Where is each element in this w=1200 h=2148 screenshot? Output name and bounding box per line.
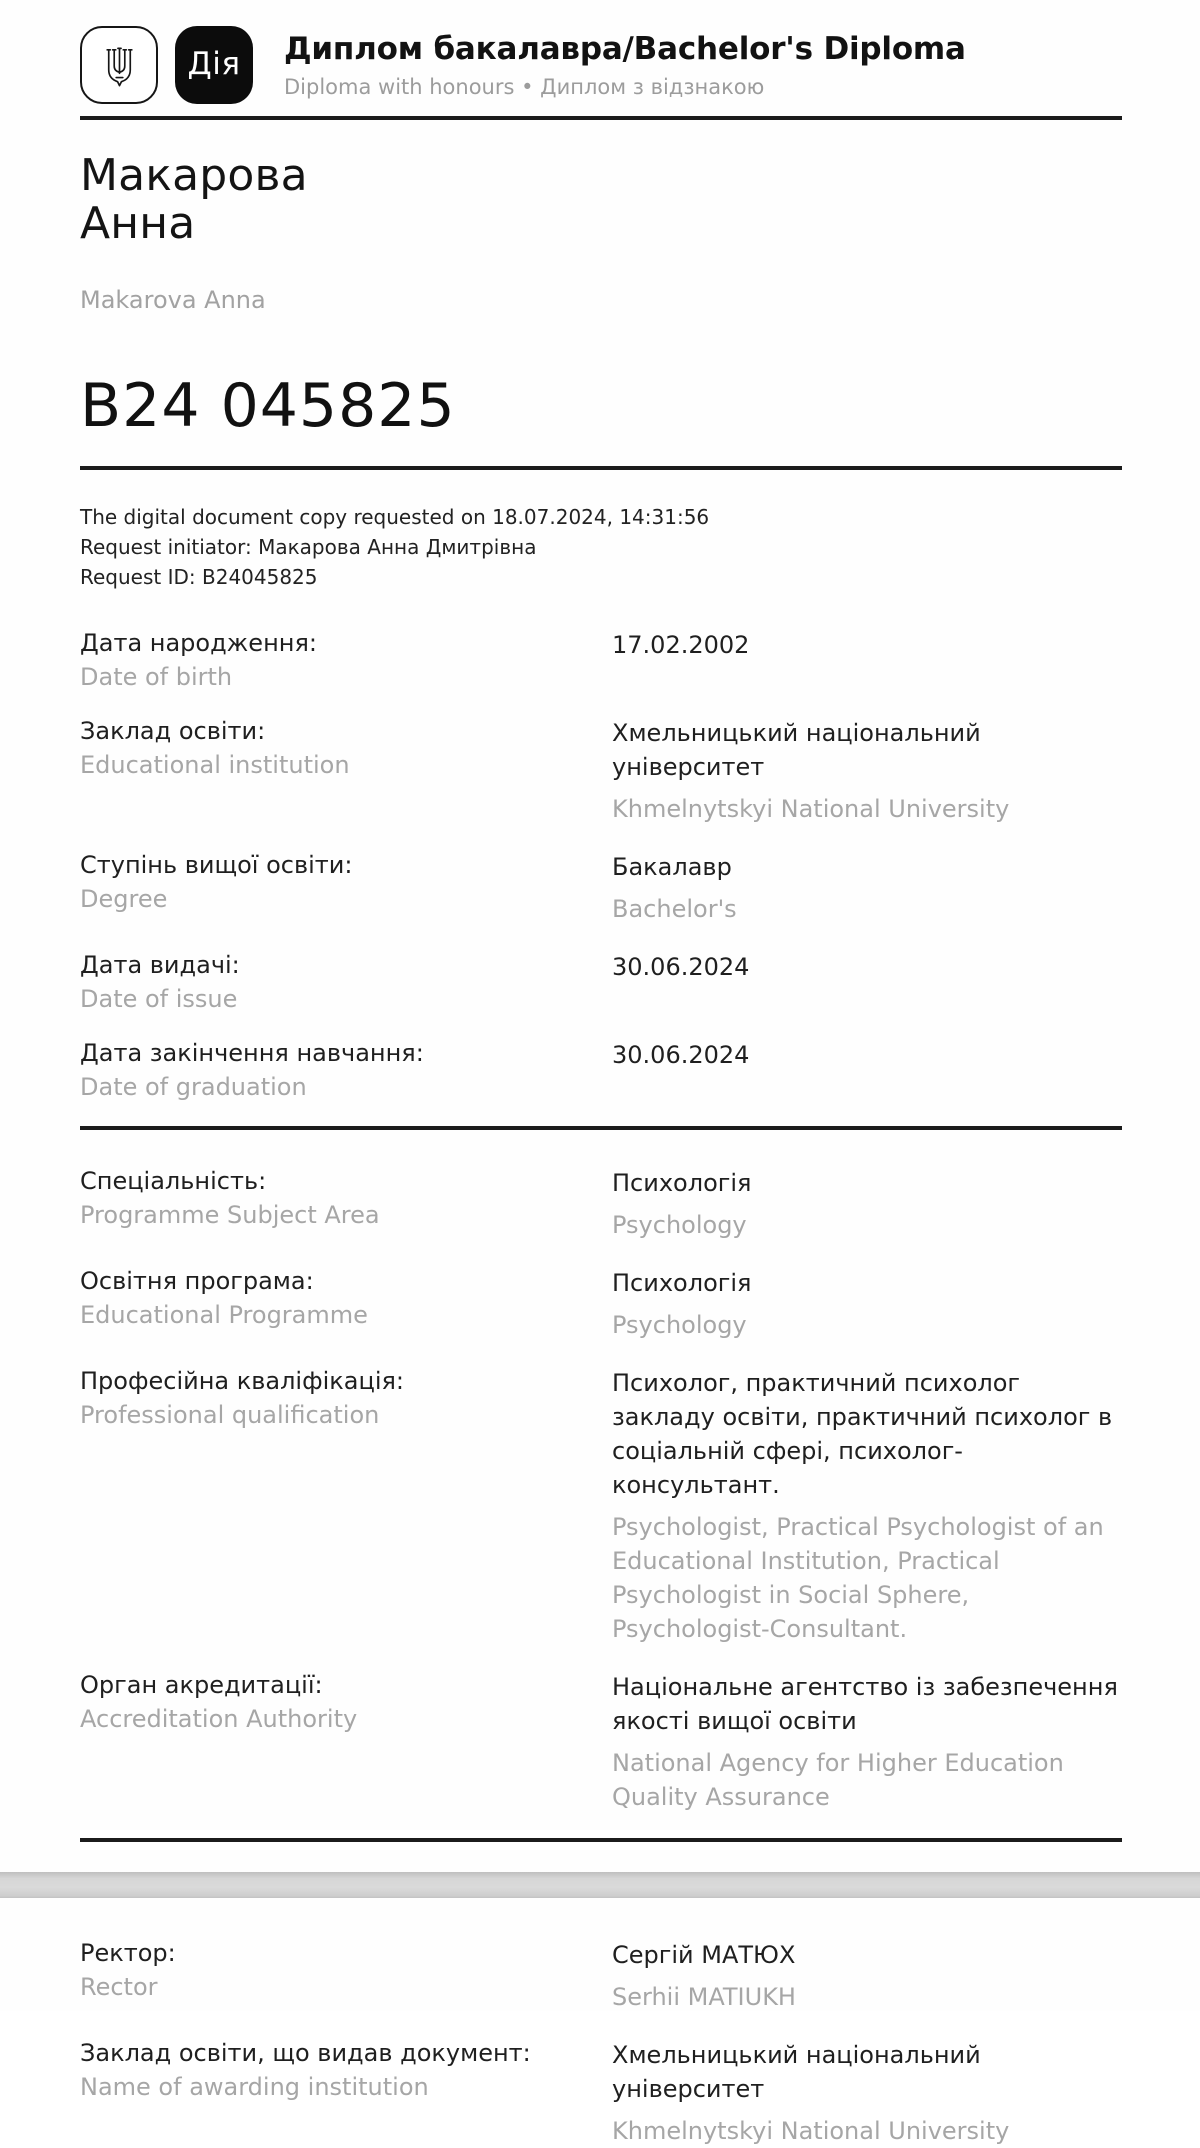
field-label-ua: Дата народження: [80, 629, 317, 657]
field-value-en: Bachelor's [612, 895, 737, 923]
field-value-cell [612, 2038, 1122, 2148]
field-row [80, 716, 1122, 826]
field-label-cell [80, 1670, 612, 1814]
request-initiator: Request initiator: Макарова Анна Дмитрівна [80, 535, 537, 559]
field-value-ua: Психологія [612, 1269, 752, 1297]
request-id: Request ID: В24045825 [80, 565, 318, 589]
field-row [80, 628, 1122, 692]
field-value-en: Psychology [612, 1311, 747, 1339]
fields-section-1 [80, 628, 1122, 1102]
field-row [80, 1938, 1122, 2014]
request-metadata [80, 502, 1122, 592]
divider-rule [80, 1838, 1122, 1842]
fields-section-3 [80, 1938, 1122, 2148]
document-subtitle: Diploma with honours • Диплом з відзнакою [284, 75, 765, 99]
field-value-cell [612, 1166, 1122, 1242]
field-row [80, 850, 1122, 926]
field-label-cell [80, 1938, 612, 2014]
page-separator-band [0, 1872, 1200, 1898]
field-value-ua: Національне агентство із забезпечення якості вищої освіти [612, 1673, 1118, 1735]
field-label-ua: Дата закінчення навчання: [80, 1039, 424, 1067]
field-label-cell [80, 950, 612, 1014]
document-number: В24 045825 [80, 371, 456, 441]
header-text-block [284, 31, 966, 99]
field-label-en: Professional qualification [80, 1401, 380, 1429]
field-row [80, 1038, 1122, 1102]
field-row [80, 2038, 1122, 2148]
diia-logo-text: Дія [187, 46, 241, 82]
holder-name [80, 152, 1122, 248]
field-row [80, 950, 1122, 1014]
field-label-en: Educational Programme [80, 1301, 368, 1329]
field-value-en: Psychologist, Practical Psychologist of an Educational Institution, Practical Psychologist in Social Sphere, Psychologist-Consultant. [612, 1513, 1104, 1643]
field-label-ua: Ступінь вищої освіти: [80, 851, 353, 879]
field-label-cell [80, 1166, 612, 1242]
field-value-cell [612, 716, 1122, 826]
field-label-cell [80, 1038, 612, 1102]
field-label-en: Educational institution [80, 751, 350, 779]
field-label-en: Accreditation Authority [80, 1705, 358, 1733]
field-value-ua: Сергій МАТЮХ [612, 1941, 796, 1969]
field-value-cell [612, 950, 1122, 1014]
field-value-ua: Бакалавр [612, 853, 732, 881]
field-value-ua: Психологія [612, 1169, 752, 1197]
field-value-en: Serhii MATIUKH [612, 1983, 796, 2011]
field-value-ua: 30.06.2024 [612, 953, 750, 981]
divider-rule [80, 1126, 1122, 1130]
field-label-ua: Спеціальність: [80, 1167, 267, 1195]
field-value-en: Khmelnytskyi National University [612, 795, 1010, 823]
field-value-cell [612, 1938, 1122, 2014]
divider-rule [80, 116, 1122, 120]
field-value-ua: 30.06.2024 [612, 1041, 750, 1069]
field-value-en: Khmelnytskyi National University [612, 2117, 1010, 2145]
field-value-cell [612, 628, 1122, 692]
field-row [80, 1366, 1122, 1646]
field-label-ua: Ректор: [80, 1939, 176, 1967]
document-header [80, 0, 1122, 104]
field-label-en: Date of birth [80, 663, 233, 691]
field-label-ua: Заклад освіти: [80, 717, 266, 745]
field-label-en: Degree [80, 885, 168, 913]
divider-rule [80, 466, 1122, 470]
field-label-cell [80, 1266, 612, 1342]
field-value-cell [612, 850, 1122, 926]
holder-name-latin: Makarova Anna [80, 286, 266, 314]
field-value-en: Psychology [612, 1211, 747, 1239]
field-label-en: Date of issue [80, 985, 238, 1013]
holder-name-line1: Макарова [80, 150, 308, 201]
field-label-ua: Дата видачі: [80, 951, 240, 979]
field-label-cell [80, 1366, 612, 1646]
field-value-ua: 17.02.2002 [612, 631, 750, 659]
field-value-ua: Хмельницький національний університет [612, 2041, 981, 2103]
field-row [80, 1266, 1122, 1342]
request-timestamp: The digital document copy requested on 18.07.2024, 14:31:56 [80, 505, 710, 529]
document-title: Диплом бакалавра/Bachelor's Diploma [284, 31, 966, 67]
field-row [80, 1670, 1122, 1814]
field-value-cell [612, 1038, 1122, 1102]
field-value-cell [612, 1366, 1122, 1646]
field-value-cell [612, 1670, 1122, 1814]
field-label-ua: Освітня програма: [80, 1267, 314, 1295]
field-label-en: Name of awarding institution [80, 2073, 429, 2101]
field-label-en: Programme Subject Area [80, 1201, 380, 1229]
field-label-en: Date of graduation [80, 1073, 307, 1101]
field-label-cell [80, 2038, 612, 2148]
field-label-ua: Професійна кваліфікація: [80, 1367, 405, 1395]
trident-icon [80, 26, 158, 104]
field-label-cell [80, 850, 612, 926]
field-row [80, 1166, 1122, 1242]
diia-logo [175, 26, 253, 104]
fields-section-2 [80, 1166, 1122, 1814]
field-value-en: National Agency for Higher Education Quality Assurance [612, 1749, 1064, 1811]
field-value-cell [612, 1266, 1122, 1342]
field-label-en: Rector [80, 1973, 158, 2001]
field-value-ua: Хмельницький національний університет [612, 719, 981, 781]
field-label-ua: Заклад освіти, що видав документ: [80, 2039, 531, 2067]
field-label-cell [80, 628, 612, 692]
field-label-cell [80, 716, 612, 826]
field-label-ua: Орган акредитації: [80, 1671, 323, 1699]
field-value-ua: Психолог, практичний психолог закладу освіти, практичний психолог в соціальній сфері, психолог-консультант. [612, 1369, 1113, 1499]
holder-name-line2: Анна [80, 198, 196, 249]
